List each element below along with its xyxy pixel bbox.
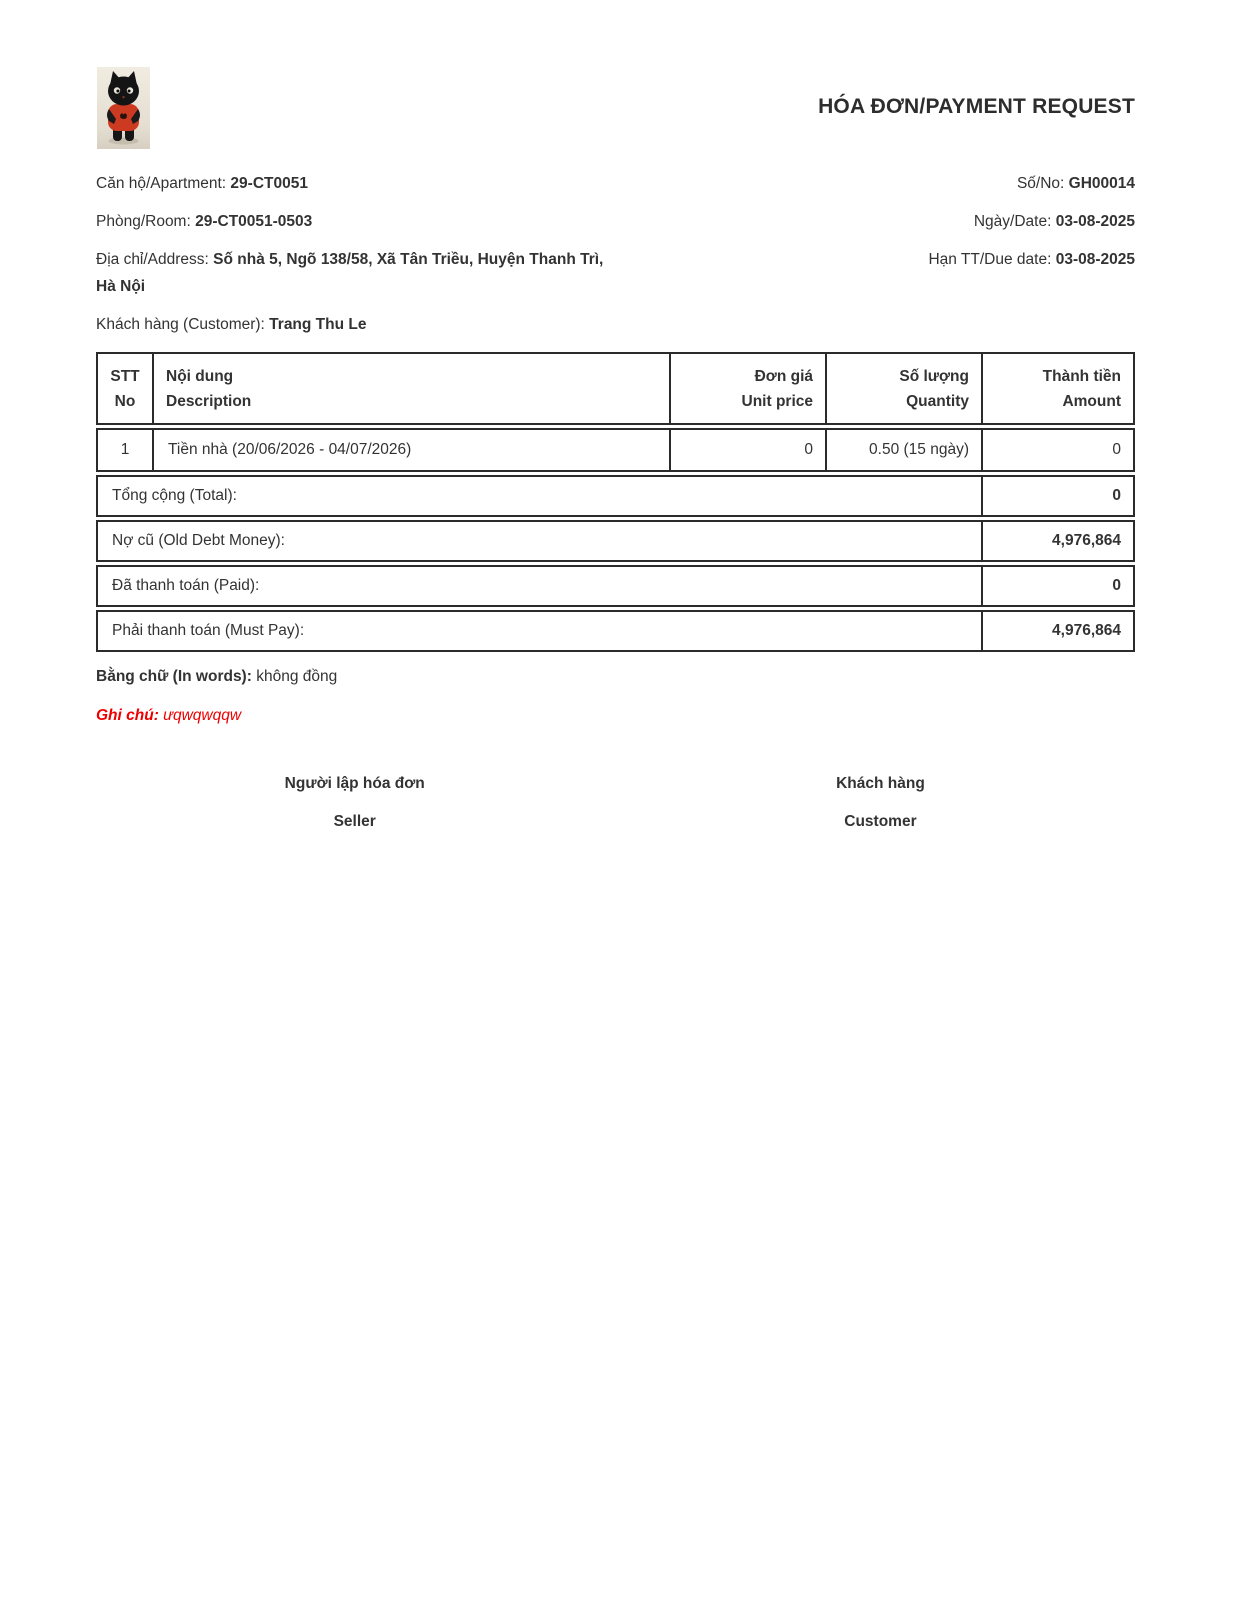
room-label: Phòng/Room:	[96, 213, 191, 230]
header-amount-en: Amount	[1062, 392, 1121, 410]
invoice-number-label: Số/No:	[1016, 175, 1065, 192]
table-header-row	[96, 352, 1135, 425]
note-value: ưqwqwqqw	[163, 707, 242, 724]
total-value: 0	[981, 477, 1133, 515]
signature-seller	[285, 773, 425, 833]
header-unit-price	[669, 354, 825, 423]
in-words-label: Bằng chữ (In words):	[96, 668, 252, 685]
field-address	[96, 246, 606, 300]
date-label: Ngày/Date:	[973, 213, 1052, 230]
total-row-total	[96, 475, 1135, 517]
signature-section	[96, 773, 1135, 853]
must-pay-label: Phải thanh toán (Must Pay):	[112, 622, 305, 639]
info-row	[96, 246, 1135, 300]
total-row-paid	[96, 565, 1135, 607]
info-row	[96, 208, 1135, 235]
invoice-number-value: GH00014	[1068, 175, 1135, 192]
header-amount	[981, 354, 1133, 423]
due-date-label: Hạn TT/Due date:	[928, 251, 1052, 268]
must-pay-value: 4,976,864	[981, 612, 1133, 650]
item-unit-price: 0	[669, 430, 825, 470]
header-amount-vi: Thành tiền	[1042, 367, 1121, 385]
header-unit-price-vi: Đơn giá	[754, 367, 813, 385]
field-apartment	[96, 170, 308, 197]
item-row	[96, 428, 1135, 472]
item-quantity: 0.50 (15 ngày)	[825, 430, 981, 470]
old-debt-label: Nợ cũ (Old Debt Money):	[112, 532, 285, 549]
field-invoice-number	[1017, 170, 1135, 197]
header-unit-price-en: Unit price	[741, 392, 813, 410]
customer-value: Trang Thu Le	[269, 316, 367, 333]
seller-title-en: Seller	[333, 813, 376, 830]
apartment-value: 29-CT0051	[230, 175, 308, 192]
info-row	[96, 170, 1135, 197]
item-description: Tiền nhà (20/06/2026 - 04/07/2026)	[152, 430, 669, 470]
field-due-date	[928, 246, 1135, 273]
seller-title-vi: Người lập hóa đơn	[284, 775, 425, 792]
note-label: Ghi chú:	[96, 707, 159, 724]
note-line	[96, 707, 241, 725]
total-row-old-debt	[96, 520, 1135, 562]
header-no	[98, 354, 152, 423]
header-quantity-en: Quantity	[906, 392, 969, 410]
info-row	[96, 311, 1135, 338]
header-no-vi: STT	[110, 367, 140, 385]
field-customer	[96, 311, 366, 338]
customer-label: Khách hàng (Customer):	[96, 316, 265, 333]
date-value: 03-08-2025	[1055, 213, 1135, 230]
invoice-info	[96, 170, 1135, 349]
item-no: 1	[120, 441, 130, 458]
signature-customer	[836, 773, 925, 833]
customer-title-vi: Khách hàng	[836, 775, 925, 792]
header-no-en: No	[114, 392, 136, 410]
logo-cat-image	[97, 67, 150, 149]
apartment-label: Căn hộ/Apartment:	[96, 175, 227, 192]
customer-title-en: Customer	[844, 813, 917, 830]
in-words-line	[96, 668, 337, 686]
address-label: Địa chỉ/Address:	[96, 251, 209, 268]
paid-value: 0	[981, 567, 1133, 605]
old-debt-value: 4,976,864	[981, 522, 1133, 560]
address-value: Số nhà 5, Ngõ 138/58, Xã Tân Triều, Huyện Thanh Trì, Hà Nội	[96, 251, 604, 295]
room-value: 29-CT0051-0503	[195, 213, 313, 230]
total-label: Tổng cộng (Total):	[112, 487, 237, 504]
page-title: HÓA ĐƠN/PAYMENT REQUEST	[818, 95, 1135, 118]
item-amount: 0	[981, 430, 1133, 470]
due-date-value: 03-08-2025	[1055, 251, 1135, 268]
header-quantity-vi: Số lượng	[899, 367, 969, 385]
field-room	[96, 208, 312, 235]
header-quantity	[825, 354, 981, 423]
header-description	[152, 354, 669, 423]
header-description-en: Description	[166, 392, 252, 410]
in-words-value: không đồng	[256, 668, 338, 685]
paid-label: Đã thanh toán (Paid):	[112, 577, 260, 594]
total-row-must-pay	[96, 610, 1135, 652]
items-table	[96, 352, 1135, 652]
field-date	[974, 208, 1135, 235]
header-description-vi: Nội dung	[166, 367, 234, 385]
